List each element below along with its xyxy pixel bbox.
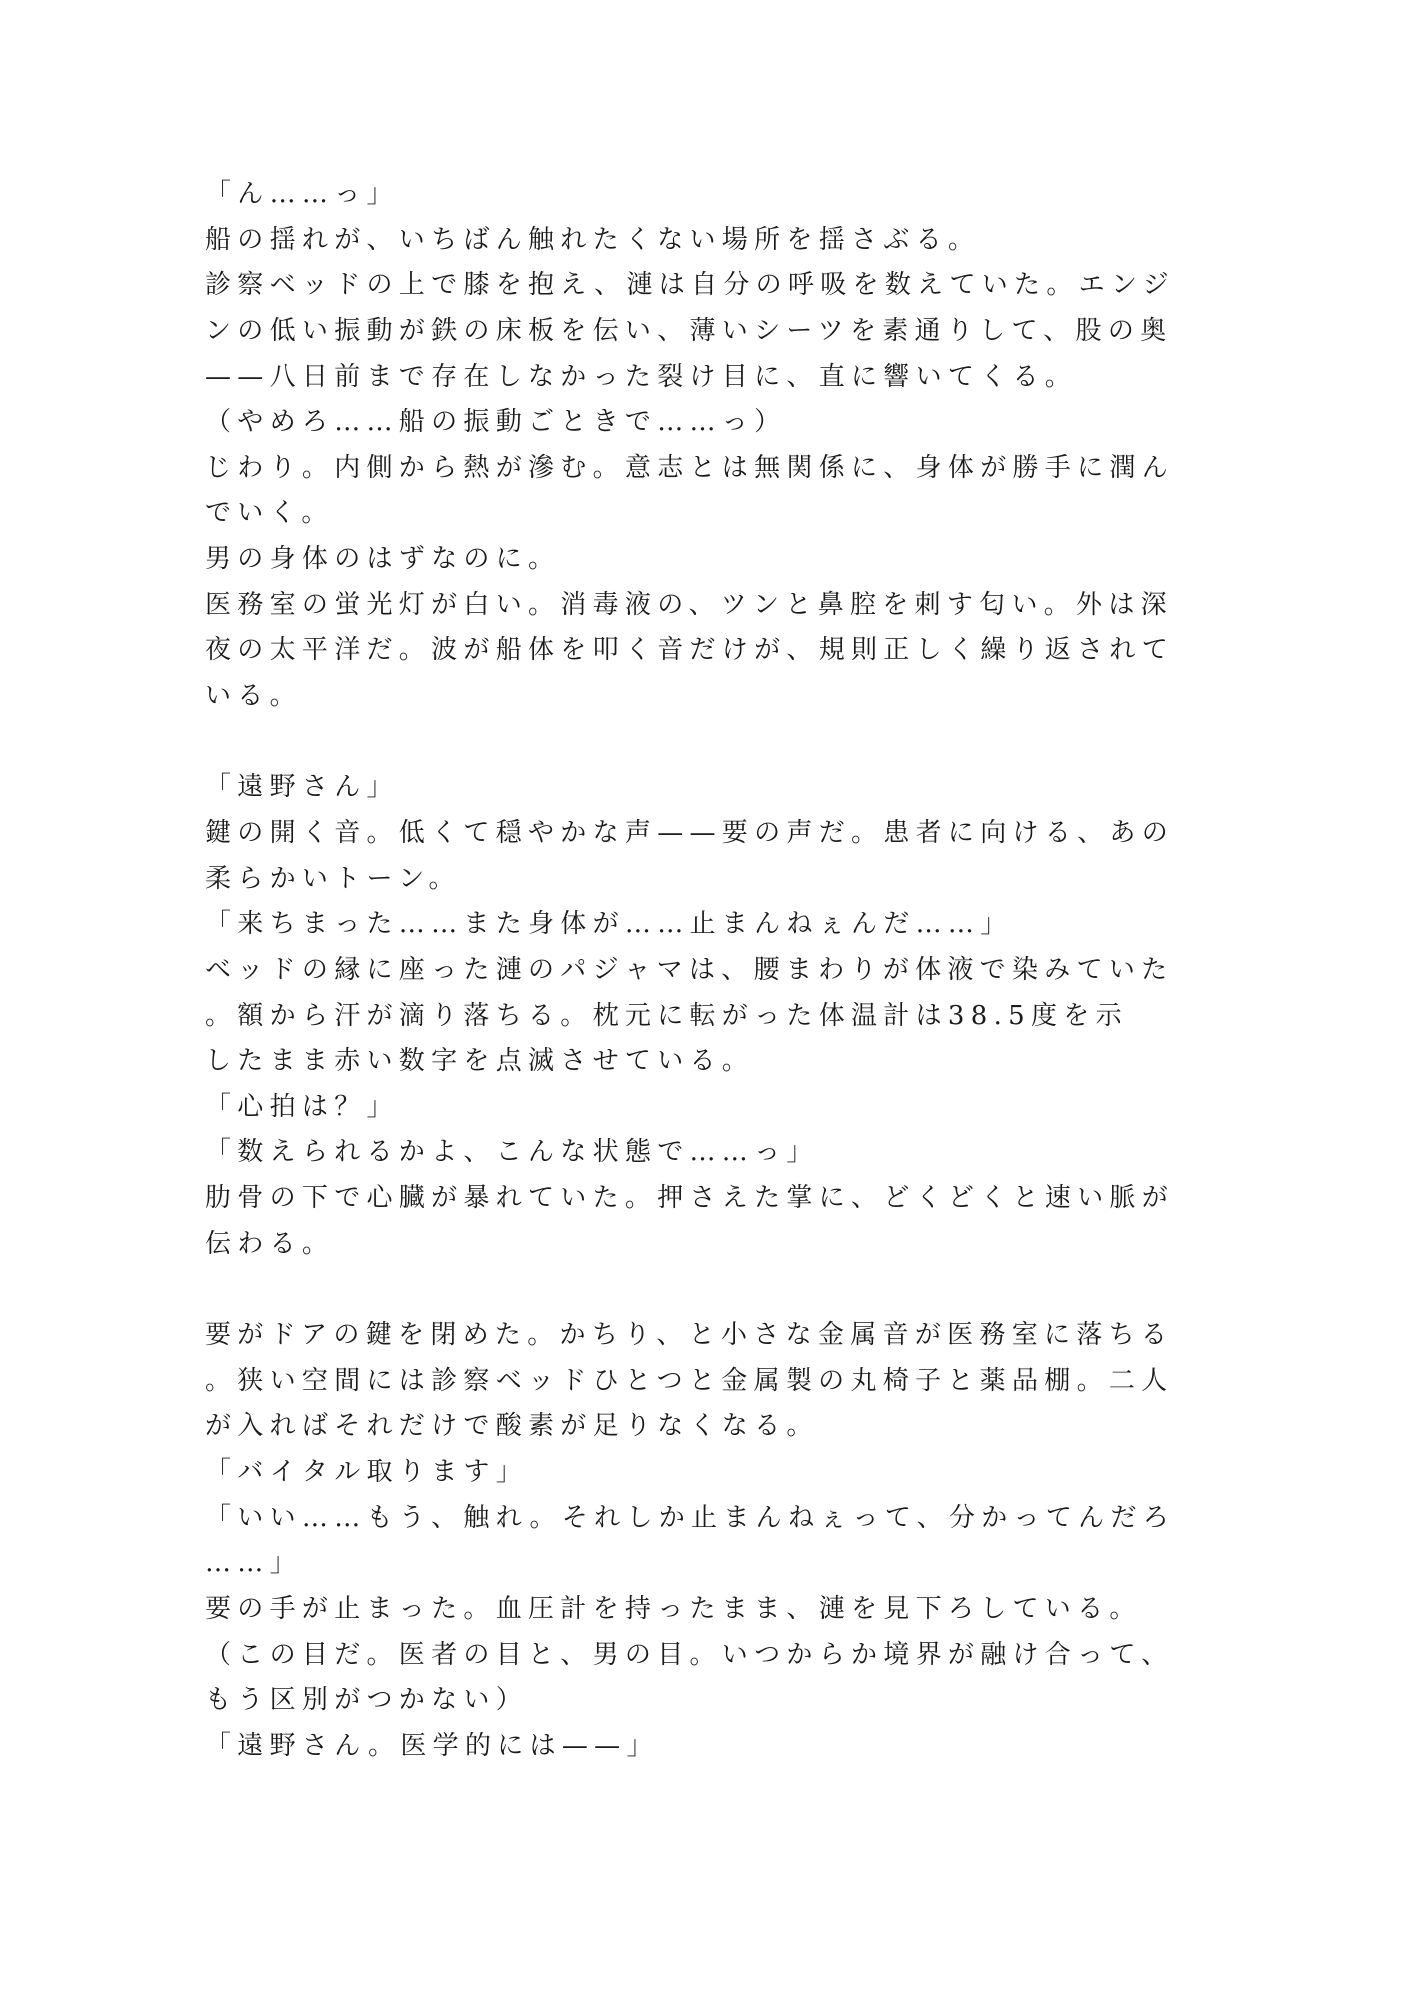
text-line: ンの低い振動が鉄の床板を伝い、薄いシーツを素通りして、股の奥 bbox=[205, 315, 1173, 346]
text-line: 「遠野さん。医学的には——」 bbox=[205, 1730, 659, 1761]
text-line: 「バイタル取ります」 bbox=[205, 1456, 529, 1487]
text-line: 肋骨の下で心臓が暴れていた。押さえた掌に、どくどくと速い脈が bbox=[205, 1183, 1175, 1214]
text-line: いる。 bbox=[205, 681, 302, 712]
text-line: 要の手が止まった。血圧計を持ったまま、漣を見下ろしている。 bbox=[205, 1593, 1142, 1624]
text-line: じわり。内側から熱が滲む。意志とは無関係に、身体が勝手に潤ん bbox=[205, 452, 1175, 483]
text-line: 「遠野さん」 bbox=[205, 772, 399, 803]
text-line: 診察ベッドの上で膝を抱え、漣は自分の呼吸を数えていた。エンジ bbox=[205, 270, 1175, 301]
text-line: ……」 bbox=[205, 1548, 302, 1579]
text-line: 夜の太平洋だ。波が船体を叩く音だけが、規則正しく繰り返されて bbox=[205, 635, 1175, 666]
blank-line bbox=[205, 720, 1205, 766]
text-line: （やめろ……船の振動ごときで……っ） bbox=[205, 407, 787, 438]
text-line: 船の揺れが、いちばん触れたくない場所を揺さぶる。 bbox=[205, 224, 981, 255]
text-line: 鍵の開く音。低くて穏やかな声——要の声だ。患者に向ける、あの bbox=[205, 817, 1175, 848]
blank-line bbox=[205, 1267, 1205, 1313]
text-line: 「心拍は？」 bbox=[205, 1091, 399, 1122]
text-line: 要がドアの鍵を閉めた。かちり、と小さな金属音が医務室に落ちる bbox=[205, 1320, 1174, 1351]
text-line: 男の身体のはずなのに。 bbox=[205, 544, 561, 575]
text-line: 「来ちまった……また身体が……止まんねぇんだ……」 bbox=[205, 909, 1013, 940]
text-line: もう区別がつかない） bbox=[205, 1685, 529, 1716]
text-line: 「ん……っ」 bbox=[205, 179, 399, 209]
text-line: でいく。 bbox=[205, 498, 334, 529]
text-line: したまま赤い数字を点滅させている。 bbox=[205, 1046, 755, 1077]
text-line: ——八日前まで存在しなかった裂け目に、直に響いてくる。 bbox=[205, 361, 1078, 392]
text-line: 「いい……もう、触れ。それしか止まんねぇって、分かってんだろ bbox=[205, 1502, 1176, 1533]
text-line: が入ればそれだけで酸素が足りなくなる。 bbox=[205, 1411, 819, 1442]
text-line: 伝わる。 bbox=[205, 1228, 335, 1259]
text-line: （この目だ。医者の目と、男の目。いつからか境界が融け合って、 bbox=[205, 1639, 1174, 1670]
text-line: ベッドの縁に座った漣のパジャマは、腰まわりが体液で染みていた bbox=[205, 954, 1174, 985]
document-page bbox=[205, 172, 1205, 1769]
text-line: 柔らかいトーン。 bbox=[205, 863, 461, 894]
text-line: 。額から汗が滴り落ちる。枕元に転がった体温計は38.5度を示 bbox=[205, 1000, 1128, 1031]
text-line: 医務室の蛍光灯が白い。消毒液の、ツンと鼻腔を刺す匂い。外は深 bbox=[205, 589, 1173, 620]
text-line: 「数えられるかよ、こんな状態で……っ」 bbox=[205, 1137, 819, 1168]
text-line: 。狭い空間には診察ベッドひとつと金属製の丸椅子と薬品棚。二人 bbox=[205, 1365, 1174, 1396]
